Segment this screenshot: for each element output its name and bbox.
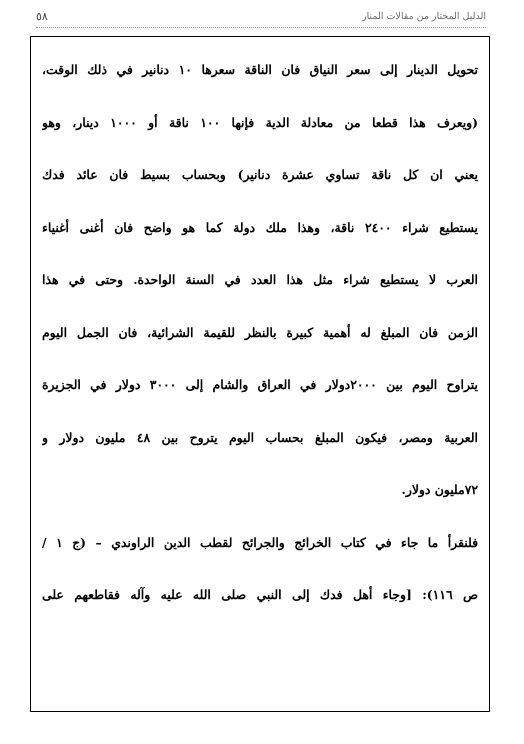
text-line: الزمن فان المبلغ له أهمية كبيرة بالنظر للقيمة الشرائية، فان الجمل اليوم [42,324,478,340]
text-line: ص ١١٦): [وجاء أهل فدك إلى النبي صلى الله عليه وآله فقاطعهم على [42,587,478,602]
text-line: يتراوح اليوم بين ٢٠٠٠دولار في العراق والشام إلى ٣٠٠٠ دولار في الجزيرة [42,377,478,392]
text-line: يعني ان كل ناقة تساوي عشرة دنانير) وبحساب بسيط فان عائد فدك [42,167,478,182]
page-number: ٥٨ [36,10,48,23]
text-line: يستطيع شراء ٢٤٠٠ ناقة، وهذا ملك دولة كما هو واضح فان أغنى أغنياء [42,219,478,235]
text-line: تحويل الدينار إلى سعر النياق فان الناقة سعرها ١٠ دنانير في ذلك الوقت، [42,62,478,77]
page-header [36,10,486,26]
text-line: فلنقرأ ما جاء في كتاب الخرائج والجرائح لقطب الدين الراوندي – (ج ١ / [42,534,478,550]
running-title: الدليل المختار من مقالات المنار [362,11,486,22]
header-divider [36,27,486,28]
text-line: العربية ومصر، فيكون المبلغ بحساب اليوم يتروح بين ٤٨ مليون دولار و [42,429,478,445]
text-line: (ويعرف هذا قطعا من معادلة الدية فإنها ١٠٠ ناقة أو ١٠٠٠ دينار، وهو [42,114,478,130]
body-text [42,52,478,630]
text-line-paragraph-end: ٧٢مليون دولار. [401,482,478,497]
text-line: العرب لا يستطيع شراء مثل هذا العدد في السنة الواحدة. وحتى في هذا [42,272,478,287]
